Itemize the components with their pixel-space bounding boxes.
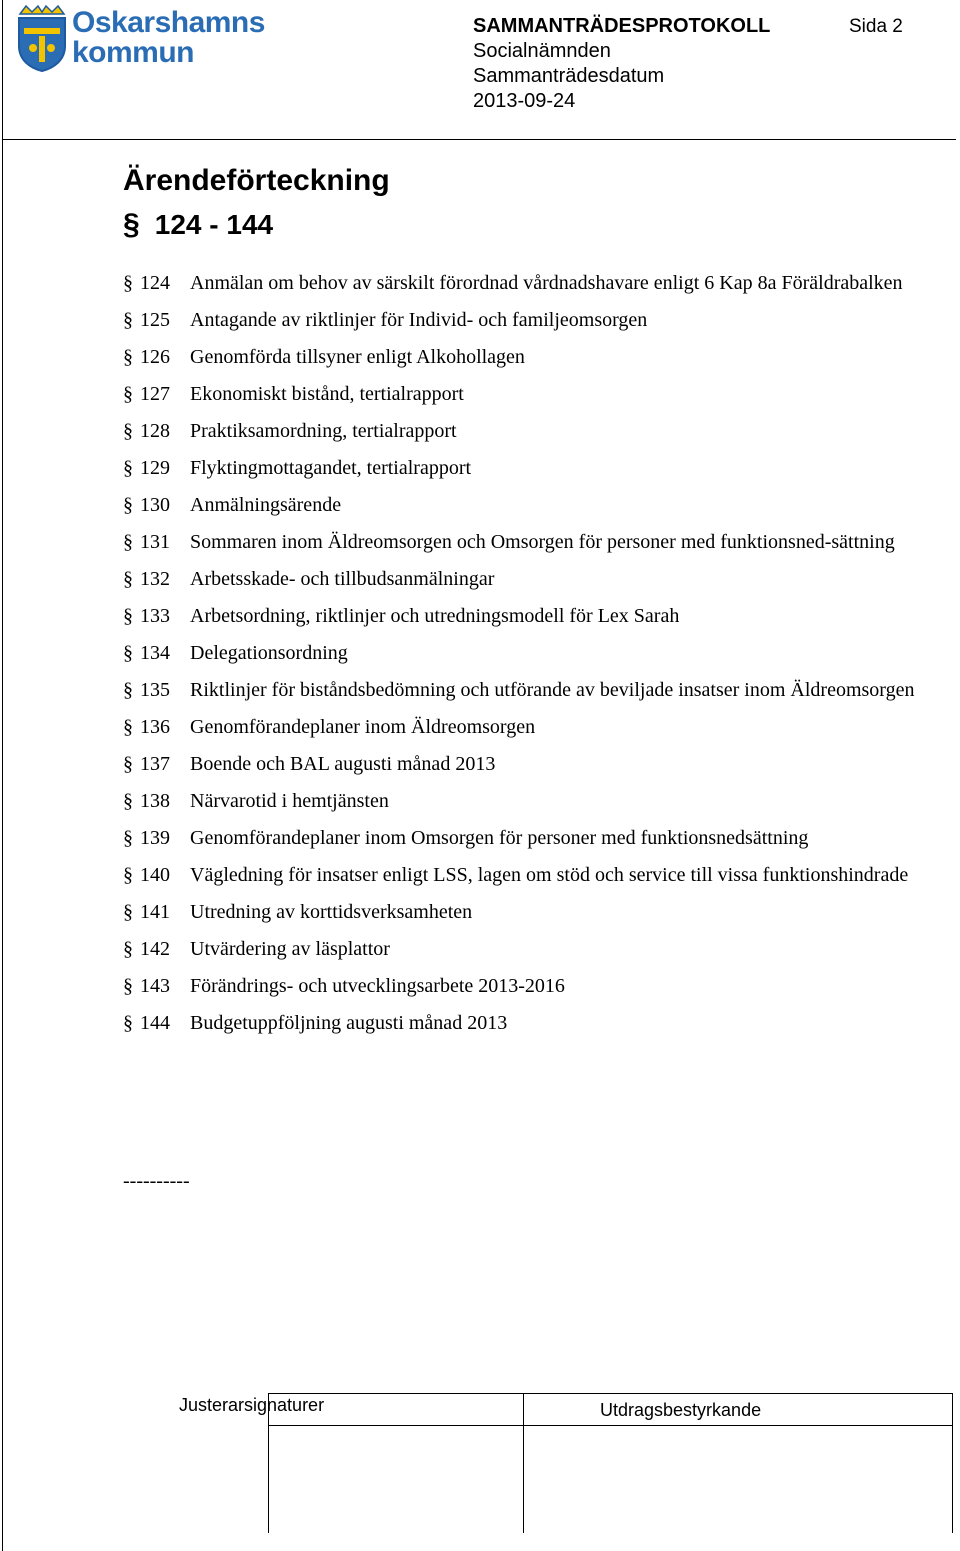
list-item xyxy=(123,566,923,592)
item-number: 138 xyxy=(140,790,170,812)
item-number: 135 xyxy=(140,679,170,701)
agenda-list xyxy=(123,270,923,1047)
item-number: 128 xyxy=(140,420,170,442)
coat-of-arms-icon xyxy=(16,4,68,72)
section-symbol-icon: § xyxy=(123,383,133,405)
section-symbol-icon: § xyxy=(123,568,133,590)
list-item xyxy=(123,455,923,481)
item-title: Sommaren inom Äldreomsorgen och Omsorgen för personer med funktionsned-sättning xyxy=(190,531,895,553)
section-symbol-icon: § xyxy=(123,827,133,849)
list-item xyxy=(123,307,923,333)
item-number: 131 xyxy=(140,531,170,553)
logo-text-line1: Oskarshamns xyxy=(72,6,265,39)
section-symbol-icon: § xyxy=(123,790,133,812)
end-marker: ---------- xyxy=(123,1170,190,1192)
item-number: 140 xyxy=(140,864,170,886)
list-item xyxy=(123,270,923,296)
item-title: Utvärdering av läsplattor xyxy=(190,938,390,960)
item-title: Flyktingmottagandet, tertialrapport xyxy=(190,457,472,479)
item-number: 126 xyxy=(140,346,170,368)
section-symbol-icon: § xyxy=(123,1012,133,1034)
section-symbol-icon: § xyxy=(123,864,133,886)
item-title: Praktiksamordning, tertialrapport xyxy=(190,420,457,442)
section-symbol-icon: § xyxy=(123,457,133,479)
list-item xyxy=(123,862,923,888)
item-title: Antagande av riktlinjer för Individ- och familjeomsorgen xyxy=(190,309,648,331)
item-number: 124 xyxy=(140,272,170,294)
list-item xyxy=(123,973,923,999)
list-item xyxy=(123,1010,923,1036)
item-title: Utredning av korttidsverksamheten xyxy=(190,901,473,923)
list-item xyxy=(123,788,923,814)
item-title: Arbetsordning, riktlinjer och utredningsmodell för Lex Sarah xyxy=(190,605,680,627)
section-symbol-icon: § xyxy=(123,208,140,241)
item-title: Genomförda tillsyner enligt Alkohollagen xyxy=(190,346,525,368)
signature-box-divider xyxy=(523,1393,524,1533)
list-item xyxy=(123,751,923,777)
item-title: Ekonomiskt bistånd, tertialrapport xyxy=(190,383,464,405)
list-item xyxy=(123,603,923,629)
item-number: 141 xyxy=(140,901,170,923)
item-title: Närvarotid i hemtjänsten xyxy=(190,790,389,812)
list-item xyxy=(123,344,923,370)
item-number: 142 xyxy=(140,938,170,960)
item-title: Vägledning för insatser enligt LSS, lagen om stöd och service till vissa funktionshindrade xyxy=(190,864,909,886)
section-symbol-icon: § xyxy=(123,494,133,516)
list-item xyxy=(123,381,923,407)
section-symbol-icon: § xyxy=(123,975,133,997)
item-number: 144 xyxy=(140,1012,170,1034)
section-symbol-icon: § xyxy=(123,605,133,627)
list-item xyxy=(123,825,923,851)
item-title: Arbetsskade- och tillbudsanmälningar xyxy=(190,568,495,590)
item-number: 143 xyxy=(140,975,170,997)
signatures-label: Justerarsignaturer xyxy=(179,1395,325,1415)
list-item xyxy=(123,714,923,740)
meeting-date-label: Sammanträdesdatum xyxy=(473,65,665,87)
list-item xyxy=(123,492,923,518)
item-title: Genomförandeplaner inom Omsorgen för personer med funktionsnedsättning xyxy=(190,827,809,849)
item-number: 134 xyxy=(140,642,170,664)
signature-box-top-rule xyxy=(268,1393,952,1394)
section-symbol-icon: § xyxy=(123,753,133,775)
list-item xyxy=(123,529,923,555)
section-symbol-icon: § xyxy=(123,938,133,960)
list-item xyxy=(123,640,923,666)
list-item xyxy=(123,418,923,444)
item-title: Genomförandeplaner inom Äldreomsorgen xyxy=(190,716,536,738)
doc-type: SAMMANTRÄDESPROTOKOLL xyxy=(473,15,771,37)
section-symbol-icon: § xyxy=(123,346,133,368)
item-title: Boende och BAL augusti månad 2013 xyxy=(190,753,496,775)
document-header xyxy=(473,14,770,114)
section-symbol-icon: § xyxy=(123,420,133,442)
item-number: 132 xyxy=(140,568,170,590)
meeting-date: 2013-09-24 xyxy=(473,90,576,112)
item-number: 125 xyxy=(140,309,170,331)
header-divider xyxy=(2,139,956,140)
item-title: Förändrings- och utvecklingsarbete 2013-2016 xyxy=(190,975,565,997)
section-range xyxy=(123,208,273,242)
extract-certification-label: Utdragsbestyrkande xyxy=(600,1400,762,1420)
section-symbol-icon: § xyxy=(123,679,133,701)
item-number: 130 xyxy=(140,494,170,516)
section-symbol-icon: § xyxy=(123,272,133,294)
item-number: 129 xyxy=(140,457,170,479)
item-title: Riktlinjer för biståndsbedömning och utförande av beviljade insatser inom Äldreomsorgen xyxy=(190,679,915,701)
committee-name: Socialnämnden xyxy=(473,40,611,62)
logo-text-line2: kommun xyxy=(72,36,195,69)
page-number: Sida 2 xyxy=(849,16,903,37)
list-item xyxy=(123,899,923,925)
item-number: 133 xyxy=(140,605,170,627)
item-number: 127 xyxy=(140,383,170,405)
section-symbol-icon: § xyxy=(123,642,133,664)
section-symbol-icon: § xyxy=(123,901,133,923)
section-range-text: 124 - 144 xyxy=(154,209,274,240)
page-title: Ärendeförteckning xyxy=(123,164,390,197)
item-title: Anmälan om behov av särskilt förordnad vårdnadshavare enligt 6 Kap 8a Föräldrabalken xyxy=(190,272,903,294)
item-number: 137 xyxy=(140,753,170,775)
item-title: Budgetuppföljning augusti månad 2013 xyxy=(190,1012,508,1034)
section-symbol-icon: § xyxy=(123,531,133,553)
item-title: Anmälningsärende xyxy=(190,494,342,516)
item-number: 136 xyxy=(140,716,170,738)
signature-box-mid-rule xyxy=(268,1425,952,1426)
list-item xyxy=(123,936,923,962)
section-symbol-icon: § xyxy=(123,309,133,331)
item-number: 139 xyxy=(140,827,170,849)
item-title: Delegationsordning xyxy=(190,642,348,664)
signature-box-right-rule xyxy=(952,1393,953,1533)
section-symbol-icon: § xyxy=(123,716,133,738)
left-margin-rule xyxy=(2,0,3,1551)
municipality-logo xyxy=(16,4,265,74)
list-item xyxy=(123,677,923,703)
